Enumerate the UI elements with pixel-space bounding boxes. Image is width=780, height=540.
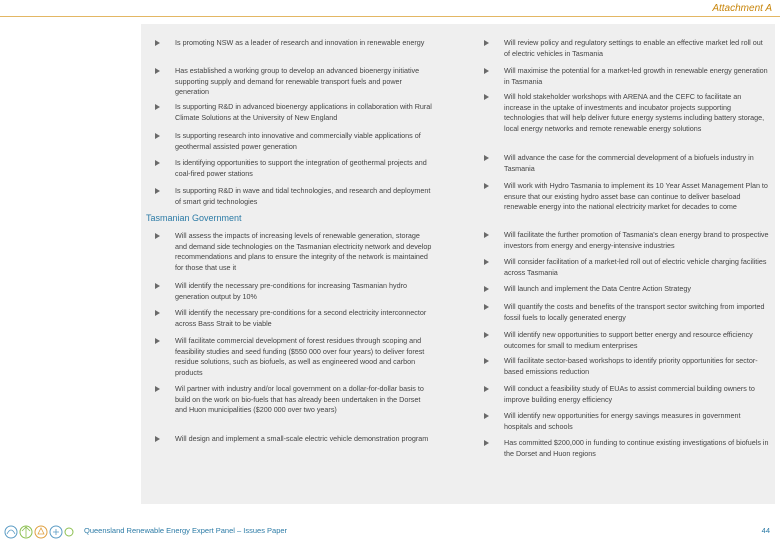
- bullet-icon: [484, 259, 489, 265]
- bullet-icon: [484, 332, 489, 338]
- list-item-text: Is identifying opportunities to support the integration of geothermal projects and coal-fired power stations: [175, 158, 427, 178]
- bullet-icon: [484, 304, 489, 310]
- bullet-icon: [484, 440, 489, 446]
- list-item-text: Will work with Hydro Tasmania to implement its 10 Year Asset Management Plan to ensure that our existing hydro asset base can continue to deliver baseload renewable energy into the national electricity market for decades to come: [504, 181, 768, 212]
- list-item-text: Will identify the necessary pre-conditions for a second electricity interconnector across Bass Strait to be viable: [175, 308, 427, 328]
- list-item-text: Is supporting research into innovative and commercially viable applications of geothermal assisted power generation: [175, 131, 421, 151]
- list-item-text: Will maximise the potential for a market-led growth in renewable energy generation in Tasmania: [504, 66, 768, 86]
- bullet-icon: [155, 160, 160, 166]
- bullet-icon: [484, 155, 489, 161]
- header-divider: [0, 16, 780, 17]
- bullet-icon: [155, 40, 160, 46]
- bullet-icon: [155, 338, 160, 344]
- list-item-text: Will advance the case for the commercial development of a biofuels industry in Tasmania: [504, 153, 754, 173]
- list-item-text: Has committed $200,000 in funding to continue existing investigations of biofuels in the Dorset and Huon regions: [504, 438, 769, 458]
- bullet-icon: [155, 233, 160, 239]
- footer-logo-icon: [3, 522, 75, 540]
- list-item-text: Wil partner with industry and/or local government on a dollar-for-dollar basis to build on the work on bio-fuels that has already been undertaken in the Dorset and Huon municipalities ($200 000 over two years): [175, 384, 424, 415]
- bullet-icon: [484, 94, 489, 100]
- bullet-icon: [484, 40, 489, 46]
- bullet-icon: [155, 104, 160, 110]
- bullet-icon: [155, 133, 160, 139]
- list-item-text: Is supporting R&D in wave and tidal technologies, and research and deployment of smart grid technologies: [175, 186, 431, 206]
- list-item-text: Will launch and implement the Data Centre Action Strategy: [504, 284, 691, 293]
- bullet-icon: [155, 386, 160, 392]
- list-item-text: Will review policy and regulatory settings to enable an effective market led roll out of electric vehicles in Tasmania: [504, 38, 763, 58]
- bullet-icon: [484, 386, 489, 392]
- page-number: 44: [761, 526, 770, 535]
- list-item-text: Will design and implement a small-scale electric vehicle demonstration program: [175, 434, 429, 443]
- section-title-tasmanian-government: Tasmanian Government: [146, 213, 242, 223]
- list-item-text: Will facilitate the further promotion of Tasmania's clean energy brand to prospective investors from energy and energy-intensive industries: [504, 230, 769, 250]
- list-item-text: Will consider facilitation of a market-led roll out of electric vehicle charging facilities across Tasmania: [504, 257, 767, 277]
- list-item-text: Is supporting R&D in advanced bioenergy applications in collaboration with Rural Climate Solutions at the University of New England: [175, 102, 432, 122]
- list-item-text: Will quantify the costs and benefits of the transport sector switching from imported fossil fuels to locally generated energy: [504, 302, 765, 322]
- list-item-text: Will facilitate commercial development of forest residues through scoping and feasibility studies and seed funding ($550 000 over four years) to deliver forest residue solutions, such as biofuels, as well as engineered wood and carbon products: [175, 336, 425, 377]
- bullet-icon: [484, 286, 489, 292]
- list-item-text: Will identify new opportunities to support better energy and resource efficiency outcomes for small to medium enterprises: [504, 330, 753, 350]
- list-item-text: Will assess the impacts of increasing levels of renewable generation, storage and demand side technologies on the Tasmanian electricity network and develop recommendations and plans to ensure the integrity of the network is maintained for those that use it: [175, 231, 432, 272]
- bullet-icon: [484, 232, 489, 238]
- list-item-text: Will conduct a feasibility study of EUAs to assist commercial building owners to improve building energy efficiency: [504, 384, 755, 404]
- list-item-text: Will facilitate sector-based workshops to identify priority opportunities for sector-based emissions reduction: [504, 356, 758, 376]
- list-item-text: Will hold stakeholder workshops with ARENA and the CEFC to facilitate an increase in the uptake of investments and incubator projects supporting technologies that will help deliver future energy systems including battery storage, local energy networks and remote renewable energy solutions: [504, 92, 765, 133]
- bullet-icon: [155, 283, 160, 289]
- bullet-icon: [484, 183, 489, 189]
- list-item-text: Has established a working group to develop an advanced bioenergy initiative supporting supply and demand for renewable transport fuels and power generation: [175, 66, 420, 97]
- bullet-icon: [484, 358, 489, 364]
- bullet-icon: [155, 68, 160, 74]
- list-item-text: Is promoting NSW as a leader of research and innovation in renewable energy: [175, 38, 425, 47]
- footer-title: Queensland Renewable Energy Expert Panel – Issues Paper: [84, 526, 288, 535]
- bullet-icon: [155, 310, 160, 316]
- attachment-label: Attachment A: [712, 3, 772, 14]
- bullet-icon: [484, 413, 489, 419]
- bullet-icon: [484, 68, 489, 74]
- list-item-text: Will identify the necessary pre-conditions for increasing Tasmanian hydro generation output by 10%: [175, 281, 407, 301]
- list-item-text: Will identify new opportunities for energy savings measures in government hospitals and schools: [504, 411, 741, 431]
- bullet-icon: [155, 436, 160, 442]
- bullet-icon: [155, 188, 160, 194]
